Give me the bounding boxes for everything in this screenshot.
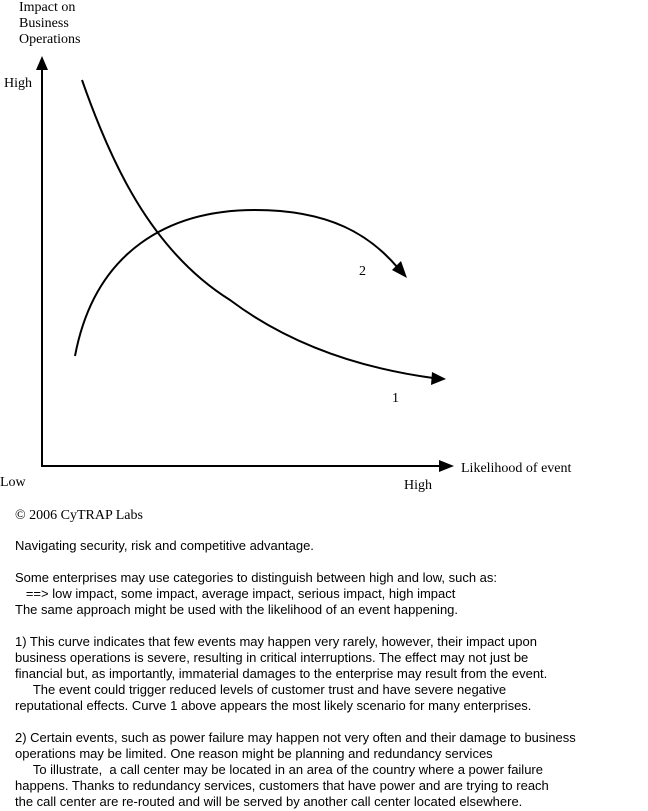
paragraph-line: 2) Certain events, such as power failure may happen not very often and their damage to business xyxy=(15,730,576,745)
paragraph-line: financial but, as importantly, immaterial damages to the enterprise may result from the event. xyxy=(15,666,548,681)
x-high-label: High xyxy=(404,478,432,493)
origin-low-label: Low xyxy=(0,475,26,490)
curve-2-label: 2 xyxy=(359,264,366,279)
y-high-label: High xyxy=(4,76,32,91)
curve-1-arrowhead xyxy=(431,372,446,385)
y-axis-arrowhead xyxy=(36,56,48,70)
copyright: © 2006 CyTRAP Labs xyxy=(15,508,143,523)
paragraph-line: 1) This curve indicates that few events may happen very rarely, however, their impact upon xyxy=(15,634,537,649)
paragraph-line: The same approach might be used with the likelihood of an event happening. xyxy=(15,602,459,617)
paragraph-line: happens. Thanks to redundancy services, customers that have power and are trying to reach xyxy=(15,778,549,793)
curve-1 xyxy=(82,80,433,378)
paragraph-line: To illustrate, a call center may be located in an area of the country where a power failure xyxy=(15,762,543,777)
paragraph-line: business operations is severe, resulting in critical interruptions. The effect may not just be xyxy=(15,650,529,665)
paragraph-line: Some enterprises may use categories to distinguish between high and low, such as: xyxy=(15,570,497,585)
paragraph-line: reputational effects. Curve 1 above appears the most likely scenario for many enterprises. xyxy=(15,698,532,713)
paragraph-line: the call center are re-routed and will be served by another call center located elsewhere. xyxy=(15,794,523,809)
curve-2 xyxy=(75,210,398,356)
x-axis-arrowhead xyxy=(439,460,454,472)
description-text xyxy=(15,538,640,810)
paragraph-line: operations may be limited. One reason might be planning and redundancy services xyxy=(15,746,493,761)
y-axis-label: Impact on Business Operations xyxy=(19,0,81,47)
paragraph-line: ==> low impact, some impact, average impact, serious impact, high impact xyxy=(15,586,456,601)
title-line: Navigating security, risk and competitive advantage. xyxy=(15,538,314,553)
x-axis-label: Likelihood of event xyxy=(461,461,572,476)
curve-1-label: 1 xyxy=(392,391,399,406)
paragraph-line: The event could trigger reduced levels of customer trust and have severe negative xyxy=(15,682,507,697)
